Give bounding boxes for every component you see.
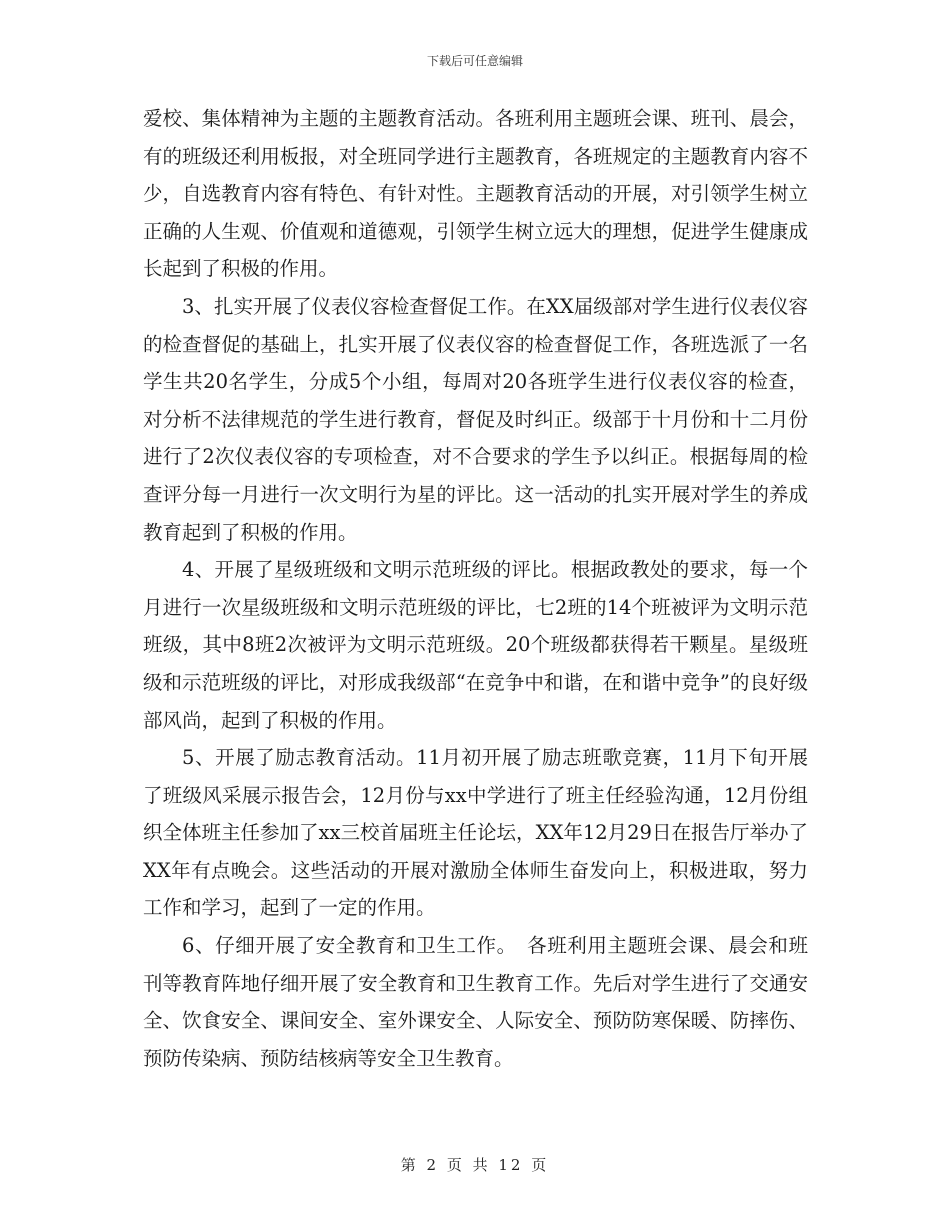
- page-header: 下载后可任意编辑: [426, 54, 523, 68]
- paragraph-item-5: 5、开展了励志教育活动。11月初开展了励志班歌竞赛，11月下旬开展了班级风采展示报告会，12月份与xx中学进行了班主任经验沟通，12月份组织全体班主任参加了xx三校首届班主任论坛，XX年12月29日在报告厅举办了XX年有点晚会。这些活动的开展对激励全体师生奋发向上，积极进取，努力工作和学习，起到了一定的作用。: [143, 746, 808, 920]
- paragraph-continuation: 爱校、集体精神为主题的主题教育活动。各班利用主题班会课、班刊、晨会，有的班级还利用板报，对全班同学进行主题教育，各班规定的主题教育内容不少，自选教育内容有特色、有针对性。主题教育活动的开展，对引领学生树立正确的人生观、价值观和道德观，引领学生树立远大的理想，促进学生健康成长起到了积极的作用。: [143, 107, 808, 281]
- page-number-footer: 第 2 页 共 12 页: [400, 1156, 550, 1174]
- paragraph-item-6: 6、仔细开展了安全教育和卫生工作。 各班利用主题班会课、晨会和班刊等教育阵地仔细开展了安全教育和卫生教育工作。先后对学生进行了交通安全、饮食安全、课间安全、室外课安全、人际安全、预防防寒保暖、防摔伤、预防传染病、预防结核病等安全卫生教育。: [143, 934, 808, 1070]
- document-body: [143, 100, 808, 1077]
- paragraph-item-3: 3、扎实开展了仪表仪容检查督促工作。在XX届级部对学生进行仪表仪容的检查督促的基础上，扎实开展了仪表仪容的检查督促工作，各班选派了一名学生共20名学生，分成5个小组，每周对20各班学生进行仪表仪容的检查，对分析不法律规范的学生进行教育，督促及时纠正。级部于十月份和十二月份进行了2次仪表仪容的专项检查，对不合要求的学生予以纠正。根据每周的检查评分每一月进行一次文明行为星的评比。这一活动的扎实开展对学生的养成教育起到了积极的作用。: [143, 294, 808, 544]
- paragraph-item-4: 4、开展了星级班级和文明示范班级的评比。根据政教处的要求，每一个月进行一次星级班级和文明示范班级的评比，七2班的14个班被评为文明示范班级，其中8班2次被评为文明示范班级。20个班级都获得若干颗星。星级班级和示范班级的评比，对形成我级部“在竞争中和谐，在和谐中竞争”的良好级部风尚，起到了积极的作用。: [143, 558, 808, 732]
